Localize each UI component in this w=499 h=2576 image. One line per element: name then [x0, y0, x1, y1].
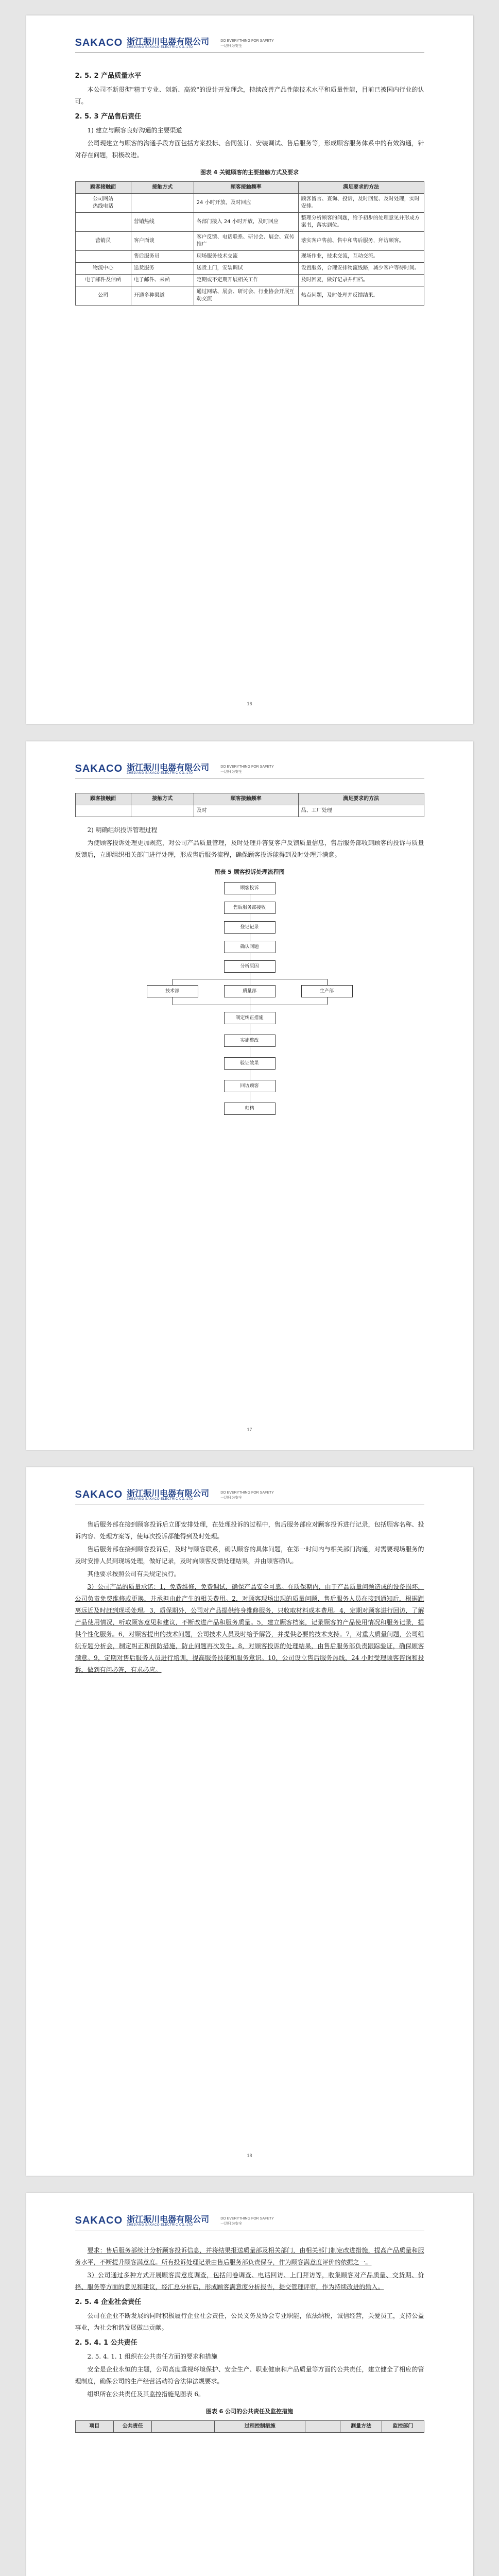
- flow-connector: [327, 997, 328, 1005]
- table-cell: 营销员: [75, 232, 131, 251]
- table-cell: 设置服务，合理安排物流线路，减少客户等待时间。: [298, 263, 424, 275]
- flow-node: 确认问题: [224, 941, 276, 953]
- table-row: [75, 194, 424, 213]
- slogan-en: DO EVERYTHING FOR SAFETY: [220, 1491, 274, 1495]
- paragraph: 为使顾客投诉处理更加规范，对公司产品质量管理，及时处理并答复客户反馈质量信息，售后服务部收到顾客的投诉与质量反馈后，立即组织相关部门进行处理，形成售后服务流程，确保顾客投诉能得到及时处理并满意。: [75, 839, 424, 858]
- contact-table: [75, 181, 424, 306]
- table-header: [305, 2421, 340, 2433]
- slogan-cn: 一切只为安全: [220, 44, 243, 48]
- slogan-cn: 一切只为安全: [220, 770, 243, 774]
- flow-connector: [327, 979, 328, 985]
- table-header: 接触方式: [131, 182, 194, 194]
- paragraph: 2. 5. 4. 1. 1 组织在公共责任方面的要求和措施: [87, 2353, 218, 2360]
- table-cell: 热点问题，及时处理并反馈结果。: [298, 286, 424, 306]
- table-cell: 及时: [194, 805, 298, 817]
- table-caption: 图表 4 关键顾客的主要接触方式及要求: [200, 169, 299, 176]
- company-name-en: ZHEJIANG SAKACO ELECTRIC CO.,LTD: [127, 771, 193, 775]
- table-cell: [75, 251, 131, 263]
- figure-caption: 图表 5 顾客投诉处理流程图: [214, 869, 285, 875]
- page-number: 16: [247, 701, 252, 706]
- table-row: [75, 263, 424, 275]
- slogan: [220, 1490, 274, 1501]
- paragraph: 2) 明确组织投诉管理过程: [87, 826, 158, 834]
- complaint-flowchart: [126, 882, 373, 1124]
- table-cell: 公司网站 热线电话: [75, 194, 131, 213]
- table-cell: 送货上门，安装调试: [194, 263, 298, 275]
- company-logo: [75, 1489, 210, 1501]
- company-logo: [75, 2215, 210, 2227]
- table-cell: 各部门接入 24 小时开放，及时回应: [194, 213, 298, 232]
- table-row: [75, 805, 424, 817]
- paragraph: 售后服务部在接到顾客投诉后立即安排处理，在处理投诉的过程中，售后服务部应对顾客投诉进行记录，包括顾客名称、投诉内容、处理方案等，使每次投诉都能得到及时处理。: [75, 1521, 424, 1540]
- company-name-en: ZHEJIANG SAKACO ELECTRIC CO.,LTD: [127, 45, 193, 49]
- contact-table-continued: [75, 793, 424, 817]
- document-page: [26, 2193, 473, 2576]
- paragraph: 本公司不断贯彻"精于专业、创新、高效"的设计开发理念，持续改善产品性能技术水平和质量性能，目前已被国内行业的认可。: [75, 86, 424, 105]
- company-name-en: ZHEJIANG SAKACO ELECTRIC CO.,LTD: [127, 2223, 193, 2227]
- flow-node: 回访顾客: [224, 1080, 276, 1092]
- table-cell: [131, 194, 194, 213]
- table-header: 满足要求的方法: [298, 793, 424, 805]
- flow-node: 登记记录: [224, 921, 276, 934]
- section-heading: 2. 5. 2 产品质量水平: [75, 72, 142, 80]
- table-cell: 客户面谈: [131, 232, 194, 251]
- table-header: 监控部门: [382, 2421, 424, 2433]
- flow-node: 售后服务部接收: [224, 902, 276, 914]
- table-header: 项目: [75, 2421, 113, 2433]
- company-name-cn: 浙江振川电器有限公司: [127, 36, 210, 46]
- table-cell: 现场作业，技术交流，互动交流。: [298, 251, 424, 263]
- table-cell: 整理分析顾客的问题，给予初步的处理意见并形成方案书，落实到位。: [298, 213, 424, 232]
- table-row: [75, 286, 424, 306]
- table-header: 接触方式: [131, 793, 194, 805]
- page-header: [75, 1467, 424, 1504]
- table-cell: 送货服务: [131, 263, 194, 275]
- page-header: [75, 741, 424, 778]
- flow-node: 质量部: [224, 985, 276, 997]
- table-header: 顾客接触频率: [194, 182, 298, 194]
- logo-mark: SAKACO: [75, 2215, 123, 2226]
- company-name-cn: 浙江振川电器有限公司: [127, 1488, 210, 1498]
- table-cell: 售后服务员: [131, 251, 194, 263]
- page-number: 18: [247, 2153, 252, 2158]
- table-cell: 物流中心: [75, 263, 131, 275]
- table-cell: 现场服务技术交流: [194, 251, 298, 263]
- paragraph: 售后服务部在接到顾客投诉后，及时与顾客联系，确认顾客的具体问题，在第一时间内与相关部门沟通，对需要现场服务的及时安排人员到现场处理，做好记录，及时向顾客反馈处理结果，并由顾客确认。: [75, 1546, 424, 1565]
- table-cell: 通过网站、展会、研讨会、行业协会开展互动交流: [194, 286, 298, 306]
- table-row: [75, 232, 424, 251]
- flow-node: 归档: [224, 1103, 276, 1115]
- company-logo: [75, 37, 210, 49]
- table-row: [75, 275, 424, 286]
- flow-node: 顾客投诉: [224, 882, 276, 894]
- table-cell: 24 小时开放，及时回应: [194, 194, 298, 213]
- paragraph: 公司现建立与顾客的沟通手段方面包括方案投标、合同签订、安装调试、售后服务等，形成顾客服务体系中的有效沟通，针对存在问题，积极改进。: [75, 140, 424, 159]
- paragraph: 3）公司产品的质量承诺：1，免费维修，免费调试，确保产品安全可靠。在质保期内，由于产品质量问题造成的设备损坏，公司负责免费维修或更换，并承担由此产生的相关费用。2，对顾客现场出现的质量问题，售后服务人员在接到通知后，根据距离远近及时赶到现场处理。3，质保期外，公司对产品提供终身维修服务，只收取材料成本费用。4，定期对顾客进行回访，了解产品使用情况，听取顾客意见和建议，不断改进产品和服务质量。5，建立顾客档案，记录顾客的产品使用情况和服务记录，提供个性化服务。6，对顾客提出的技术问题，公司技术人员及时给予解答，并提供必要的技术支持。7，对重大质量问题，公司组织专题分析会，制定纠正和预防措施，防止问题再次发生。8，对顾客投诉的处理结果，由售后服务部负责跟踪验证，确保顾客满意。9，定期对售后服务人员进行培训，提高服务技能和服务意识。10，公司设立售后服务热线，24 小时受理顾客咨询和投诉，做到有问必答，有求必应。: [75, 1583, 424, 1673]
- slogan-en: DO EVERYTHING FOR SAFETY: [220, 765, 274, 769]
- table-header: 顾客接触面: [75, 182, 131, 194]
- slogan-en: DO EVERYTHING FOR SAFETY: [220, 39, 274, 43]
- company-name-cn: 浙江振川电器有限公司: [127, 2214, 210, 2224]
- flow-node: 实施整改: [224, 1035, 276, 1047]
- table-cell: 客户反馈、电话联系、研讨会、展会、宣传推广: [194, 232, 298, 251]
- table-header: 顾客接触面: [75, 793, 131, 805]
- document-page: [26, 741, 473, 1450]
- flow-node: 生产部: [301, 985, 353, 997]
- paragraph: 安全是企业永恒的主题，公司高度重视环境保护、安全生产、职业健康和产品质量等方面的公共责任，建立健全了相应的管理制度，确保公司的生产经营活动符合法律法规要求。: [75, 2366, 424, 2385]
- table-cell: 定期或不定期开展相关工作: [194, 275, 298, 286]
- section-heading: 2. 5. 4. 1 公共责任: [75, 2339, 137, 2347]
- table-cell: 顾客留言、查询、投诉，及时回复、及时处理，实时安排。: [298, 194, 424, 213]
- document-page: [26, 1467, 473, 2176]
- slogan: [220, 2216, 274, 2227]
- flow-node: 验证效果: [224, 1057, 276, 1070]
- slogan: [220, 765, 274, 775]
- logo-mark: SAKACO: [75, 763, 123, 774]
- section-heading: 2. 5. 4 企业社会责任: [75, 2298, 142, 2306]
- table-cell: 电子邮件、来函: [131, 275, 194, 286]
- slogan-cn: 一切只为安全: [220, 1496, 243, 1500]
- table-cell: 开通多种渠道: [131, 286, 194, 306]
- company-name-en: ZHEJIANG SAKACO ELECTRIC CO.,LTD: [127, 1497, 193, 1501]
- table-header: [152, 2421, 215, 2433]
- responsibility-table: [75, 2420, 424, 2433]
- document-page: [26, 15, 473, 724]
- company-name-cn: 浙江振川电器有限公司: [127, 762, 210, 772]
- paragraph: 要求：售后服务部统计分析顾客投诉信息，并将结果报送质量部及相关部门，由相关部门制定改进措施，提高产品质量和服务水平，不断提升顾客满意度。所有投诉处理记录由售后服务部负责保存，作为顾客满意度评价的依据之一。: [75, 2247, 424, 2266]
- flow-node: 分析原因: [224, 960, 276, 973]
- section-heading: 2. 5. 3 产品售后责任: [75, 113, 142, 121]
- table-cell: 营销热线: [131, 213, 194, 232]
- flow-node: 制定纠正措施: [224, 1012, 276, 1024]
- page-number: 17: [247, 1427, 252, 1432]
- table-cell: [131, 805, 194, 817]
- table-row: [75, 213, 424, 232]
- table-header: 过程控制措施: [215, 2421, 305, 2433]
- company-logo: [75, 763, 210, 775]
- table-cell: [75, 213, 131, 232]
- table-row: [75, 251, 424, 263]
- page-header: [75, 2193, 424, 2230]
- table-cell: 公司: [75, 286, 131, 306]
- logo-mark: SAKACO: [75, 37, 123, 48]
- table-cell: 及时回复，做好记录并归档。: [298, 275, 424, 286]
- paragraph: 3）公司通过多种方式开展顾客满意度调查，包括问卷调查、电话回访、上门拜访等，收集顾客对产品质量、交货期、价格、服务等方面的意见和建议，经汇总分析后，形成顾客满意度分析报告，提交管理评审，作为持续改进的输入。: [75, 2272, 424, 2291]
- slogan: [220, 39, 274, 49]
- table-header: 测量方法: [340, 2421, 382, 2433]
- paragraph: 公司在企业不断发展的同时积极履行企业社会责任，公民义务及协会专业职能，依法纳税，诚信经营，关爱员工，支持公益事业，为社会和谐发展做出贡献。: [75, 2312, 424, 2331]
- paragraph: 组织所在公共责任及其监控措施见图表 6。: [87, 2391, 204, 2398]
- table-cell: 品、工厂处理: [298, 805, 424, 817]
- logo-mark: SAKACO: [75, 1489, 123, 1500]
- table-cell: 落实客户售前、售中和售后服务，拜访顾客。: [298, 232, 424, 251]
- table-cell: 电子邮件及信函: [75, 275, 131, 286]
- table-cell: [75, 805, 131, 817]
- slogan-en: DO EVERYTHING FOR SAFETY: [220, 2217, 274, 2221]
- table-header: 顾客接触频率: [194, 793, 298, 805]
- page-header: [75, 15, 424, 53]
- table-header: 满足要求的方法: [298, 182, 424, 194]
- slogan-cn: 一切只为安全: [220, 2222, 243, 2226]
- paragraph: 其他要求按照公司有关规定执行。: [87, 1570, 180, 1578]
- table-caption: 图表 6 公司的公共责任及监控措施: [205, 2408, 294, 2415]
- table-header: 公共责任: [113, 2421, 151, 2433]
- flow-node: 技术部: [147, 985, 198, 997]
- paragraph: 1) 建立与顾客良好沟通的主要渠道: [87, 127, 182, 134]
